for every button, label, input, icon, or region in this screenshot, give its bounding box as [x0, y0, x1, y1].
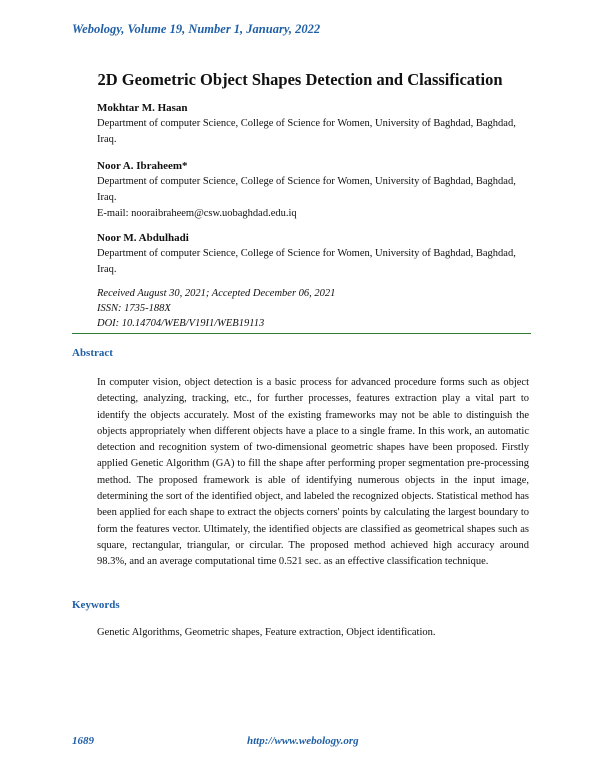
abstract-text: In computer vision, object detection is a basic process for advanced procedure forms such as object detecting, analyzing, tracking, etc., for further processes, features extraction play a vital part to identify the objects accurately. Most of the existing frameworks may not be able to distinguish the objects appropriately when different objects have a place to a single frame. In this work, an automatic detection and recognition system of two-dimensional geometric shapes have been proposed. Firstly applied Genetic Algorithm (GA) to fill the shape after performing proper segmentation pre-processing method. The proposed framework is able of identifying numerous objects in the input image, determining the sort of the identified object, and labeled the recognized objects. Statistical method has been applied for each shape to extract the objects corners' points by calculating the largest boundary to form the features vector. Ultimately, the identified objects are classified as geometrical shapes such as square, rectangular, triangular, or circular. The proposed method achieved high accuracy around 98.3%, and an average computational time 0.521 sec. as an effective classification technique.	[97, 377, 529, 568]
author-email: E-mail: nooraibraheem@csw.uobaghdad.edu.iq	[97, 208, 297, 219]
keywords-text: Genetic Algorithms, Geometric shapes, Feature extraction, Object identification.	[97, 627, 436, 638]
doi: DOI: 10.14704/WEB/V19I1/WEB19113	[97, 318, 265, 329]
author-affiliation-country: Iraq.	[97, 264, 117, 275]
author-affiliation-country: Iraq.	[97, 192, 117, 203]
page-number: 1689	[72, 735, 94, 747]
author-name: Noor M. Abdulhadi	[97, 232, 189, 244]
abstract-heading: Abstract	[72, 347, 113, 359]
keywords-heading: Keywords	[72, 599, 120, 611]
journal-url[interactable]: http://www.webology.org	[247, 735, 359, 747]
author-block	[97, 158, 537, 222]
author-name: Mokhtar M. Hasan	[97, 102, 188, 114]
author-block	[97, 230, 537, 278]
section-divider	[72, 333, 531, 334]
author-affiliation: Department of computer Science, College of Science for Women, University of Baghdad, Baghdad,	[97, 176, 516, 187]
author-name: Noor A. Ibraheem*	[97, 160, 188, 172]
author-affiliation-country: Iraq.	[97, 134, 117, 145]
author-block	[97, 100, 537, 148]
received-date: Received August 30, 2021; Accepted December 06, 2021	[97, 288, 336, 299]
journal-header: Webology, Volume 19, Number 1, January, 2022	[72, 22, 321, 36]
issn: ISSN: 1735-188X	[97, 303, 171, 314]
author-affiliation: Department of computer Science, College of Science for Women, University of Baghdad, Baghdad,	[97, 248, 516, 259]
author-affiliation: Department of computer Science, College of Science for Women, University of Baghdad, Baghdad,	[97, 118, 516, 129]
paper-title: 2D Geometric Object Shapes Detection and Classification	[97, 70, 503, 89]
publication-meta	[97, 286, 335, 331]
